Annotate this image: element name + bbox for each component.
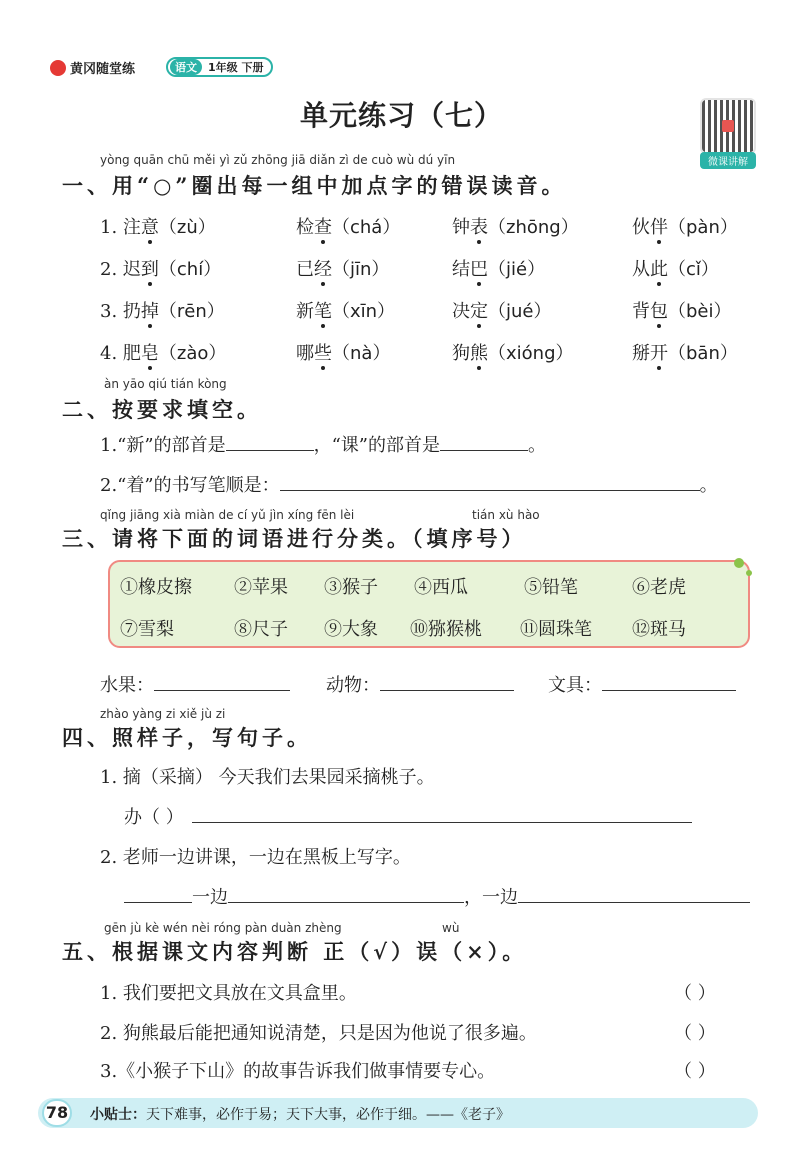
dotted-char: 查: [314, 217, 332, 238]
sentence-blank-1[interactable]: [192, 807, 692, 823]
s5-pinyin-a: gēn jù kè wén nèi róng pàn duàn zhèng: [104, 921, 342, 935]
s2-q2: [100, 471, 718, 497]
word-bank-box: [108, 560, 750, 648]
dotted-char: 表: [470, 217, 488, 238]
judge-answer-box[interactable]: （ ）: [674, 983, 716, 1004]
word-item: ④西瓜: [414, 577, 468, 598]
word-item: ⑪圆珠笔: [520, 619, 592, 640]
s4-q2-mid: 一边: [192, 887, 228, 908]
category-stationery-label: 文具：: [548, 675, 602, 696]
word-item: ②苹果: [234, 577, 288, 598]
pronunciation-option[interactable]: [452, 255, 545, 281]
category-fruit: [100, 671, 290, 697]
pinyin-reading: （bèi）: [668, 301, 732, 322]
category-animal-label: 动物：: [326, 675, 380, 696]
pinyin-reading: （cǐ）: [668, 259, 719, 280]
pronunciation-option[interactable]: [296, 213, 400, 239]
stationery-answer-blank[interactable]: [602, 675, 736, 691]
word-char: 从: [632, 259, 650, 280]
dotted-char: 包: [650, 301, 668, 322]
judge-item: 2. 狗熊最后能把通知说清楚，只是因为他说了很多遍。: [100, 1023, 537, 1044]
s5-heading: 五、根据课文内容判断 正（√）误（×）。: [62, 939, 528, 964]
pronunciation-option[interactable]: [100, 213, 216, 239]
s3-pinyin-b: tián xù hào: [472, 508, 540, 522]
word-char: 4. 肥: [100, 343, 141, 364]
pinyin-reading: （jué）: [488, 301, 552, 322]
tip-text: 天下难事，必作于易；天下大事，必作于细。——《老子》: [146, 1107, 510, 1123]
pinyin-reading: （xīn）: [332, 301, 396, 322]
pronunciation-option[interactable]: [100, 339, 226, 365]
page-title: 单元练习（七）: [300, 99, 504, 132]
word-item: ⑩猕猴桃: [410, 619, 482, 640]
s4-q1-word: 办（ ）: [124, 807, 184, 828]
dotted-char: 熊: [470, 343, 488, 364]
dotted-char: 伴: [650, 217, 668, 238]
fruit-answer-blank[interactable]: [154, 675, 290, 691]
dotted-char: 巴: [470, 259, 488, 280]
word-char: 狗: [452, 343, 470, 364]
dotted-char: 开: [650, 343, 668, 364]
pronunciation-option[interactable]: [100, 297, 225, 323]
pinyin-reading: （nà）: [332, 343, 391, 364]
stroke-order-blank[interactable]: [280, 475, 700, 491]
pronunciation-option[interactable]: [296, 339, 390, 365]
dotted-char: 定: [470, 301, 488, 322]
s2-q1: [100, 431, 546, 457]
word-item: ①橡皮擦: [120, 577, 192, 598]
radical-blank-2[interactable]: [440, 435, 528, 451]
word-char: 背: [632, 301, 650, 322]
s4-q1: 1. 摘（采摘） 今天我们去果园采摘桃子。: [100, 767, 435, 788]
word-item: ⑨大象: [324, 619, 378, 640]
dotted-char: 些: [314, 343, 332, 364]
judge-answer-box[interactable]: （ ）: [674, 1023, 716, 1044]
pronunciation-option[interactable]: [632, 213, 738, 239]
radical-blank-1[interactable]: [226, 435, 314, 451]
sentence-blank-2a[interactable]: [124, 887, 192, 903]
dotted-char: 经: [314, 259, 332, 280]
brand-logo-icon: [50, 60, 66, 76]
decor-dot-icon: [734, 558, 744, 568]
s2-pinyin: àn yāo qiú tián kòng: [104, 377, 227, 391]
word-char: 2. 迟: [100, 259, 141, 280]
s3-heading: 三、请将下面的词语进行分类。（填序号）: [62, 526, 527, 551]
pinyin-reading: （zù）: [158, 217, 216, 238]
pronunciation-option[interactable]: [632, 297, 732, 323]
pinyin-reading: （rēn）: [158, 301, 225, 322]
pronunciation-option[interactable]: [100, 255, 221, 281]
footer-tip: [90, 1104, 510, 1124]
pronunciation-option[interactable]: [452, 339, 574, 365]
subject-label: 语文: [170, 59, 202, 75]
word-item: ⑤铅笔: [524, 577, 578, 598]
dotted-char: 意: [140, 217, 159, 238]
s3-pinyin-a: qǐng jiāng xià miàn de cí yǔ jìn xíng fēn lèi: [100, 508, 355, 522]
s4-q2-answer: [124, 883, 750, 909]
word-char: 结: [452, 259, 470, 280]
word-char: 哪: [296, 343, 314, 364]
judge-item: 1. 我们要把文具放在文具盒里。: [100, 983, 357, 1004]
s2-q1-end: 。: [527, 435, 546, 456]
pronunciation-option[interactable]: [452, 213, 579, 239]
pinyin-reading: （pàn）: [668, 217, 738, 238]
dotted-char: 笔: [314, 301, 332, 322]
s4-q2-mid2: ，一边: [464, 887, 518, 908]
s4-pinyin: zhào yàng zi xiě jù zi: [100, 707, 226, 721]
subject-badge: [166, 57, 273, 77]
qr-code-icon[interactable]: [700, 98, 756, 154]
word-item: ⑥老虎: [632, 577, 686, 598]
pronunciation-option[interactable]: [452, 297, 551, 323]
word-item: ⑦雪梨: [120, 619, 174, 640]
word-char: 1. 注: [100, 217, 141, 238]
pronunciation-option[interactable]: [296, 255, 389, 281]
decor-dot-icon: [746, 570, 752, 576]
animal-answer-blank[interactable]: [380, 675, 514, 691]
word-char: 已: [296, 259, 314, 280]
judge-answer-box[interactable]: （ ）: [674, 1061, 716, 1082]
s4-heading: 四、照样子，写句子。: [62, 725, 312, 750]
word-char: 3. 扔: [100, 301, 141, 322]
category-fruit-label: 水果：: [100, 675, 154, 696]
pinyin-reading: （chí）: [158, 259, 222, 280]
dotted-char: 皂: [140, 343, 159, 364]
s2-q1-text-b: ，“课”的部首是: [313, 435, 440, 456]
word-item: ⑧尺子: [234, 619, 288, 640]
s1-pinyin: yòng quān chū měi yì zǔ zhōng jiā diǎn zì de cuò wù dú yīn: [100, 153, 456, 167]
qr-label: 微课讲解: [700, 152, 756, 169]
word-char: 掰: [632, 343, 650, 364]
dotted-char: 到: [140, 259, 159, 280]
word-char: 检: [296, 217, 314, 238]
dotted-char: 掉: [140, 301, 159, 322]
category-animal: [326, 671, 514, 697]
tip-label: 小贴士：: [90, 1107, 146, 1123]
pinyin-reading: （jīn）: [332, 259, 390, 280]
sentence-blank-2b[interactable]: [228, 887, 464, 903]
pronunciation-option[interactable]: [632, 255, 719, 281]
pinyin-reading: （chá）: [332, 217, 401, 238]
word-char: 决: [452, 301, 470, 322]
pronunciation-option[interactable]: [632, 339, 738, 365]
pinyin-reading: （zhōng）: [488, 217, 579, 238]
pinyin-reading: （zào）: [158, 343, 227, 364]
s4-q1-answer: [124, 803, 692, 829]
s2-heading: 二、按要求填空。: [62, 397, 262, 422]
word-item: ⑫斑马: [632, 619, 686, 640]
s1-heading: 一、用“○”圈出每一组中加点字的错误读音。: [62, 173, 567, 198]
dotted-char: 此: [650, 259, 668, 280]
pinyin-reading: （bān）: [668, 343, 738, 364]
s5-pinyin-b: wù: [442, 921, 460, 935]
sentence-blank-2c[interactable]: [518, 887, 750, 903]
word-char: 伙: [632, 217, 650, 238]
brand-name: 黄冈随堂练: [70, 62, 136, 77]
s2-q2-text: 2.“着”的书写笔顺是：: [100, 475, 280, 496]
s4-q2: 2. 老师一边讲课，一边在黑板上写字。: [100, 847, 411, 868]
pronunciation-option[interactable]: [296, 297, 395, 323]
s2-q2-end: 。: [699, 475, 718, 496]
pinyin-reading: （jié）: [488, 259, 546, 280]
word-char: 新: [296, 301, 314, 322]
judge-item: 3.《小猴子下山》的故事告诉我们做事情要专心。: [100, 1061, 496, 1082]
category-stationery: [548, 671, 736, 697]
grade-label: 1年级 下册: [208, 61, 264, 74]
word-item: ③猴子: [324, 577, 378, 598]
pinyin-reading: （xióng）: [488, 343, 574, 364]
word-char: 钟: [452, 217, 470, 238]
s2-q1-text-a: 1.“新”的部首是: [100, 435, 226, 456]
page-number: 78: [42, 1099, 72, 1127]
